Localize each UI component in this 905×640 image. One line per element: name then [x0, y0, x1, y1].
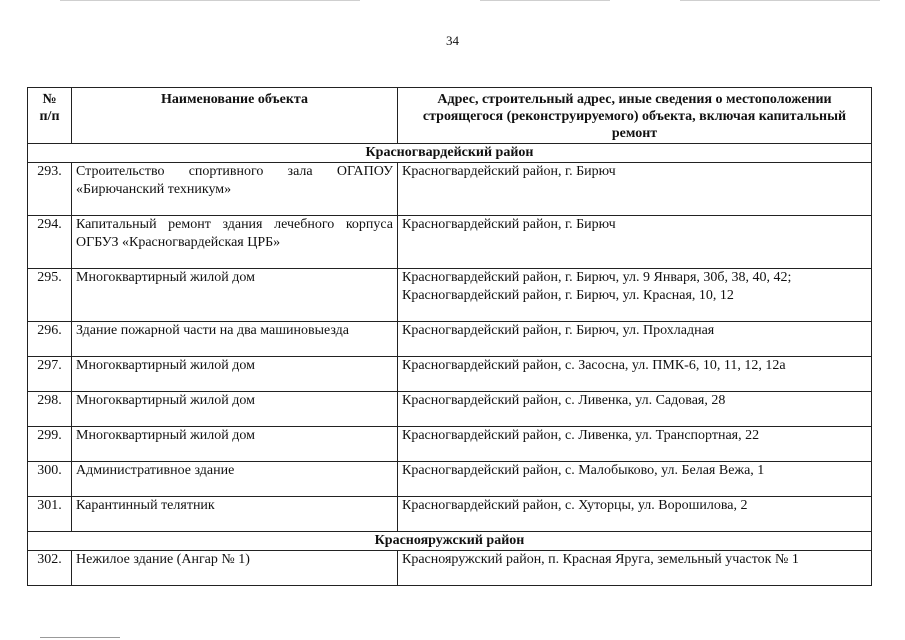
row-number: 302. [28, 551, 72, 586]
row-object-name: Капитальный ремонт здания лечебного корпуса ОГБУЗ «Красногвардейская ЦРБ» [72, 216, 398, 269]
row-address: Красногвардейский район, с. Хуторцы, ул. Ворошилова, 2 [398, 497, 872, 532]
table-row [28, 357, 872, 392]
row-number: 297. [28, 357, 72, 392]
table-row [28, 392, 872, 427]
row-object-name: Административное здание [72, 462, 398, 497]
row-number: 301. [28, 497, 72, 532]
table-row [28, 163, 872, 216]
row-object-name: Многоквартирный жилой дом [72, 427, 398, 462]
row-address: Красногвардейский район, г. Бирюч [398, 163, 872, 216]
row-number: 299. [28, 427, 72, 462]
row-address: Красногвардейский район, с. Ливенка, ул. Транспортная, 22 [398, 427, 872, 462]
table-row [28, 462, 872, 497]
row-address: Краснояружский район, п. Красная Яруга, земельный участок № 1 [398, 551, 872, 586]
row-address: Красногвардейский район, с. Малобыково, ул. Белая Вежа, 1 [398, 462, 872, 497]
row-object-name: Карантинный телятник [72, 497, 398, 532]
district-title: Красногвардейский район [28, 144, 872, 163]
table-row [28, 551, 872, 586]
row-object-name: Многоквартирный жилой дом [72, 269, 398, 322]
row-number: 293. [28, 163, 72, 216]
row-object-name: Строительство спортивного зала ОГАПОУ «Бирючанский техникум» [72, 163, 398, 216]
table-row [28, 216, 872, 269]
table-row [28, 497, 872, 532]
row-number: 298. [28, 392, 72, 427]
row-address: Красногвардейский район, г. Бирюч [398, 216, 872, 269]
row-address: Красногвардейский район, г. Бирюч, ул. 9 Января, 30б, 38, 40, 42; Красногвардейский район, г. Бирюч, ул. Красная, 10, 12 [398, 269, 872, 322]
row-number: 294. [28, 216, 72, 269]
row-object-name: Многоквартирный жилой дом [72, 357, 398, 392]
row-object-name: Нежилое здание (Ангар № 1) [72, 551, 398, 586]
row-number: 296. [28, 322, 72, 357]
row-address: Красногвардейский район, с. Засосна, ул. ПМК-6, 10, 11, 12, 12а [398, 357, 872, 392]
row-address: Красногвардейский район, с. Ливенка, ул. Садовая, 28 [398, 392, 872, 427]
objects-table [27, 87, 872, 586]
row-object-name: Здание пожарной части на два машиновыезда [72, 322, 398, 357]
scan-line-top-right [680, 0, 880, 1]
district-row [28, 532, 872, 551]
header-address: Адрес, строительный адрес, иные сведения о местоположении строящегося (реконструируемого) объекта, включая капитальный ремонт [398, 88, 872, 144]
row-number: 300. [28, 462, 72, 497]
row-address: Красногвардейский район, г. Бирюч, ул. Прохладная [398, 322, 872, 357]
row-object-name: Многоквартирный жилой дом [72, 392, 398, 427]
table-row [28, 427, 872, 462]
district-title: Краснояружский район [28, 532, 872, 551]
scan-line-bottom-left [40, 637, 120, 638]
header-object-name: Наименование объекта [72, 88, 398, 144]
page-number: 34 [446, 33, 459, 48]
table-row [28, 269, 872, 322]
header-number: № п/п [28, 88, 72, 144]
table-row [28, 322, 872, 357]
scan-line-top-middle [480, 0, 610, 1]
table-header-row [28, 88, 872, 144]
scan-line-top-left [60, 0, 360, 1]
district-row [28, 144, 872, 163]
row-number: 295. [28, 269, 72, 322]
